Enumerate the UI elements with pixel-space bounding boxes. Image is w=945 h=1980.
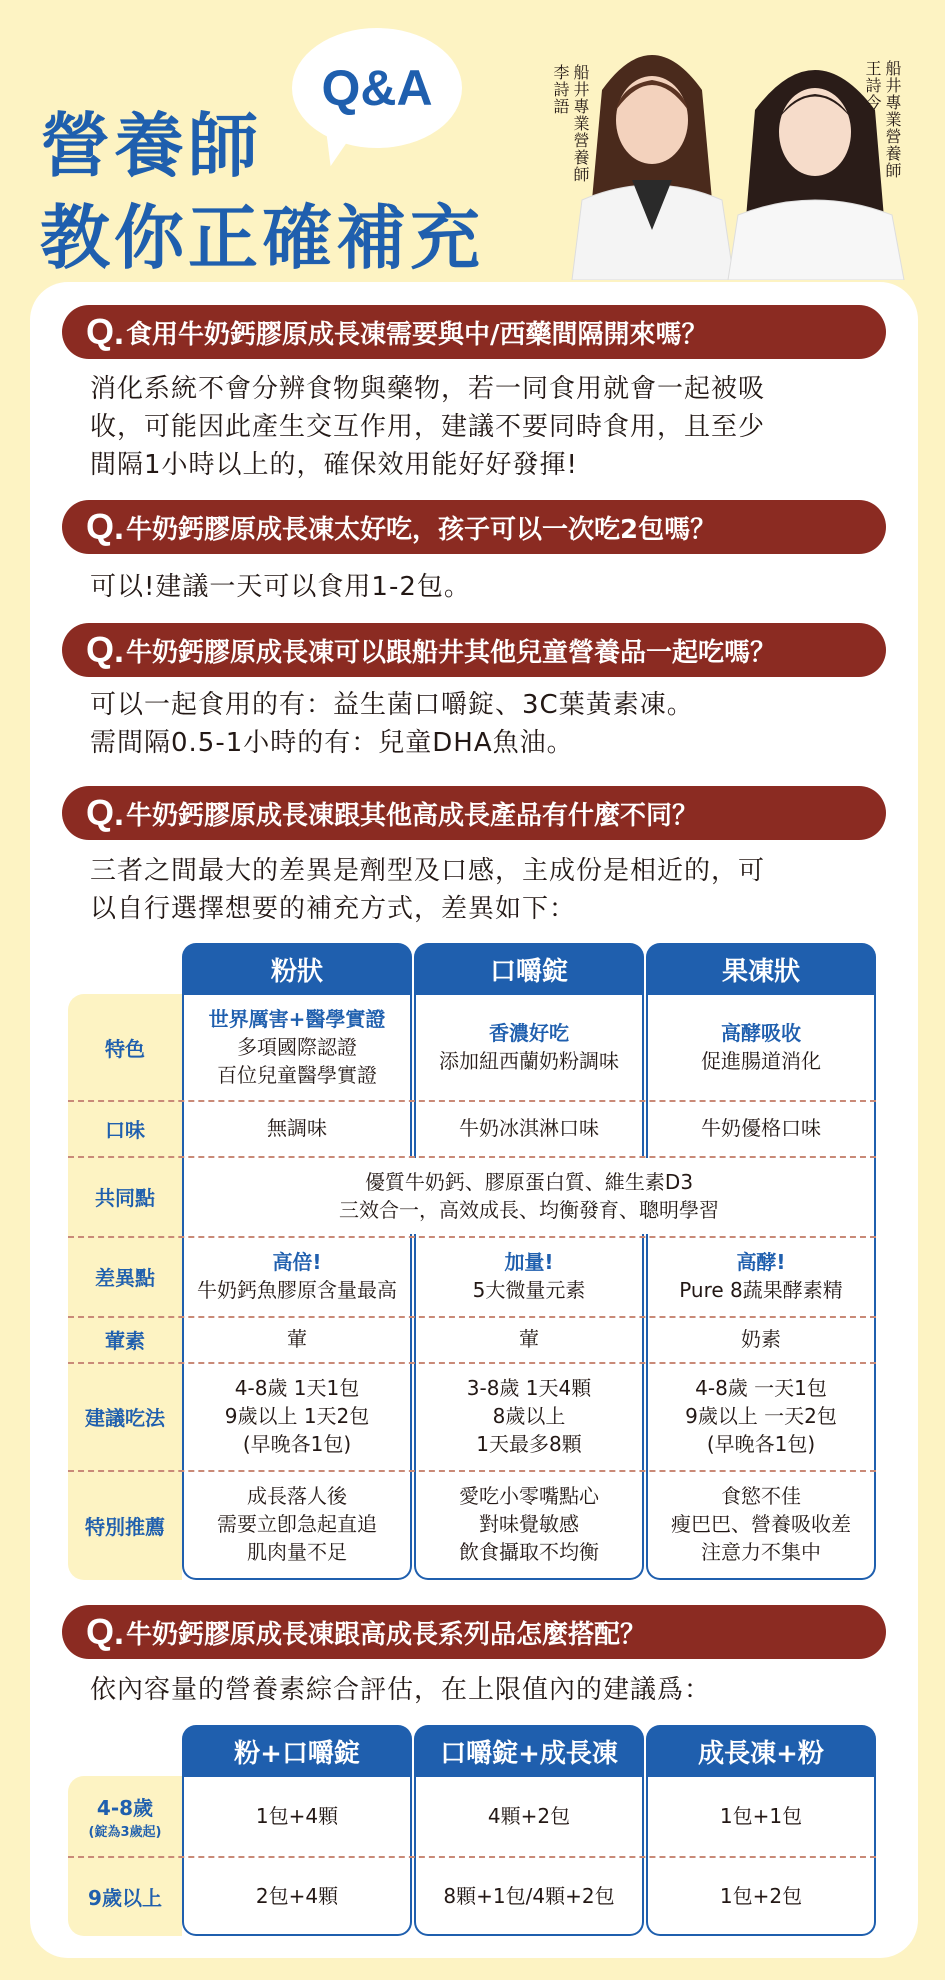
diet-cell-powder: 葷 (287, 1327, 307, 1351)
feature-highlight: 世界厲害+醫學實證 (208, 1007, 386, 1031)
cell-line: (早晚各1包) (706, 1432, 816, 1456)
combo-row-label-age-4-8 (68, 1776, 182, 1856)
diet-cell-chewable: 葷 (519, 1327, 539, 1351)
cell-line: (早晚各1包) (242, 1432, 352, 1456)
question-bar-5 (62, 1605, 886, 1659)
column-header-powder: 粉狀 (182, 943, 412, 995)
combo-cell: 2包+4顆 (255, 1884, 339, 1908)
feature-highlight: 香濃好吃 (489, 1021, 569, 1045)
recommend-cell-jelly (646, 1470, 876, 1578)
combo-cell: 1包+4顆 (255, 1804, 339, 1828)
dietitian-photo-left (562, 30, 742, 280)
feature-cell-jelly (646, 994, 876, 1100)
common-merged-cell (184, 1158, 874, 1234)
question-text: 牛奶鈣膠原成長凍太好吃，孩子可以一次吃2包嗎？ (126, 514, 717, 545)
row-label-dosage: 建議吃法 (85, 1405, 165, 1430)
speech-bubble-tail (315, 129, 350, 169)
cell-line: 4-8歲 1天1包 (234, 1376, 360, 1400)
cell-line: 肌肉量不足 (247, 1540, 347, 1564)
combo-header-powder-chewable: 粉+口嚼錠 (182, 1725, 412, 1777)
cell-line: 9歲以上 一天2包 (685, 1404, 837, 1428)
cell-line: 食慾不佳 (721, 1484, 801, 1508)
cell-line: 添加紐西蘭奶粉調味 (439, 1049, 619, 1073)
q-mark: Q. (86, 792, 125, 833)
age-label: 4-8歲 (96, 1796, 154, 1820)
difference-cell-jelly (646, 1236, 876, 1316)
recommend-cell-chewable (414, 1470, 644, 1578)
cell-line: 需要立卽急起直追 (217, 1512, 377, 1536)
feature-cell-powder (182, 994, 412, 1100)
answer-line: 以自行選擇想要的補充方式，差異如下： (90, 894, 577, 924)
dietitian-name: 李詩語 (551, 64, 570, 115)
cell-line: 百位兒童醫學實證 (217, 1063, 377, 1087)
dietitian-title: 船井專業營養師 (571, 64, 590, 183)
cell-line: 4-8歲 一天1包 (695, 1376, 827, 1400)
answer-line: 可以!建議一天可以食用1-2包。 (90, 572, 471, 602)
cell-line: 對味覺敏感 (479, 1512, 579, 1536)
question-text: 食用牛奶鈣膠原成長凍需要與中/西藥間隔開來嗎？ (126, 319, 708, 350)
page-title-line-1: 營養師 (40, 105, 262, 187)
answer-line: 依內容量的營養素綜合評估，在上限值內的建議爲： (90, 1675, 712, 1705)
combo-cell: 4顆+2包 (487, 1804, 571, 1828)
cell-line: 三效合一，高效成長、均衡發育、聰明學習 (339, 1198, 719, 1222)
flavor-cell-chewable: 牛奶冰淇淋口味 (459, 1116, 599, 1140)
cell-line: 5大微量元素 (472, 1278, 586, 1302)
row-label-feature: 特色 (105, 1036, 145, 1061)
q-mark: Q. (86, 311, 125, 352)
difference-cell-powder (182, 1236, 412, 1316)
combo-cell: 8顆+1包/4顆+2包 (443, 1884, 615, 1908)
cell-line: 1天最多8顆 (476, 1432, 582, 1456)
answer-line: 三者之間最大的差異是劑型及口感，主成份是相近的，可 (90, 856, 766, 886)
cell-line: 瘦巴巴、營養吸收差 (671, 1512, 851, 1536)
cell-line: 9歲以上 1天2包 (224, 1404, 370, 1428)
cell-line: 愛吃小零嘴點心 (459, 1484, 599, 1508)
qa-badge-text: Q&A (321, 60, 433, 116)
cell-line: 注意力不集中 (701, 1540, 821, 1564)
cell-line: 8歲以上 (492, 1404, 566, 1428)
row-label-common: 共同點 (95, 1185, 155, 1210)
feature-highlight: 高酵吸收 (721, 1021, 801, 1045)
difference-highlight: 高倍! (272, 1250, 322, 1274)
q-mark: Q. (86, 506, 125, 547)
diet-cell-jelly: 奶素 (741, 1327, 781, 1351)
combo-cell: 1包+1包 (719, 1804, 803, 1828)
cell-line: 牛奶鈣魚膠原含量最高 (197, 1278, 397, 1302)
q-mark: Q. (86, 1611, 125, 1652)
row-label-recommend: 特別推薦 (85, 1514, 165, 1539)
cell-line: 3-8歲 1天4顆 (466, 1376, 592, 1400)
question-text: 牛奶鈣膠原成長凍可以跟船井其他兒童營養品一起吃嗎？ (126, 637, 777, 668)
cell-line: 成長落人後 (247, 1484, 347, 1508)
question-text: 牛奶鈣膠原成長凍跟其他高成長產品有什麼不同？ (126, 800, 699, 831)
age-label: 9歲以上 (88, 1885, 162, 1910)
answer-line: 需間隔0.5-1小時的有：兒童DHA魚油。 (90, 728, 574, 758)
answer-line: 可以一起食用的有：益生菌口嚼錠、3C葉黃素凍。 (90, 690, 694, 720)
dietitian-name: 王詩今 (863, 60, 882, 111)
row-label-flavor: 口味 (105, 1117, 145, 1142)
combo-header-chewable-jelly: 口嚼錠+成長凍 (414, 1725, 644, 1777)
row-label-diet: 葷素 (105, 1328, 145, 1353)
answer-3 (90, 686, 880, 762)
recommend-cell-powder (182, 1470, 412, 1578)
combo-cell: 1包+2包 (719, 1884, 803, 1908)
dosage-cell-powder (182, 1362, 412, 1470)
column-header-jelly: 果凍狀 (646, 943, 876, 995)
difference-cell-chewable (414, 1236, 644, 1316)
answer-line: 間隔1小時以上的，確保效用能好好發揮! (90, 450, 578, 480)
dosage-cell-jelly (646, 1362, 876, 1470)
cell-line: 優質牛奶鈣、膠原蛋白質、維生素D3 (364, 1170, 694, 1194)
combo-header-jelly-powder: 成長凍+粉 (646, 1725, 876, 1777)
q-mark: Q. (86, 629, 125, 670)
row-label-difference: 差異點 (95, 1265, 155, 1290)
cell-line: 多項國際認證 (237, 1035, 357, 1059)
cell-line: 促進腸道消化 (701, 1049, 821, 1073)
answer-2 (90, 568, 880, 606)
question-text: 牛奶鈣膠原成長凍跟高成長系列品怎麼搭配？ (126, 1619, 647, 1650)
feature-cell-chewable (414, 994, 644, 1100)
answer-4 (90, 852, 880, 928)
dietitian-label-right (862, 60, 902, 179)
difference-highlight: 加量! (504, 1250, 554, 1274)
age-sublabel: (錠為3歲起) (88, 1825, 162, 1840)
combo-row-label-age-9-plus (68, 1856, 182, 1936)
cell-line: 飲食攝取不均衡 (459, 1540, 599, 1564)
flavor-cell-powder: 無調味 (267, 1116, 327, 1140)
question-bar-4 (62, 786, 886, 840)
question-bar-2 (62, 500, 886, 554)
cell-line: Pure 8蔬果酵素精 (679, 1278, 843, 1302)
answer-line: 消化系統不會分辨食物與藥物，若一同食用就會一起被吸 (90, 374, 766, 404)
answer-1 (90, 370, 880, 484)
dietitian-title: 船井專業營養師 (883, 60, 902, 179)
answer-5 (90, 1671, 880, 1709)
difference-highlight: 高酵! (736, 1250, 786, 1274)
dosage-cell-chewable (414, 1362, 644, 1470)
question-bar-3 (62, 623, 886, 677)
qa-speech-bubble (292, 28, 462, 148)
column-header-chewable: 口嚼錠 (414, 943, 644, 995)
page-title-line-2: 教你正確補充 (40, 197, 484, 279)
answer-line: 收，可能因此產生交互作用，建議不要同時食用，且至少 (90, 412, 766, 442)
question-bar-1 (62, 305, 886, 359)
flavor-cell-jelly: 牛奶優格口味 (701, 1116, 821, 1140)
